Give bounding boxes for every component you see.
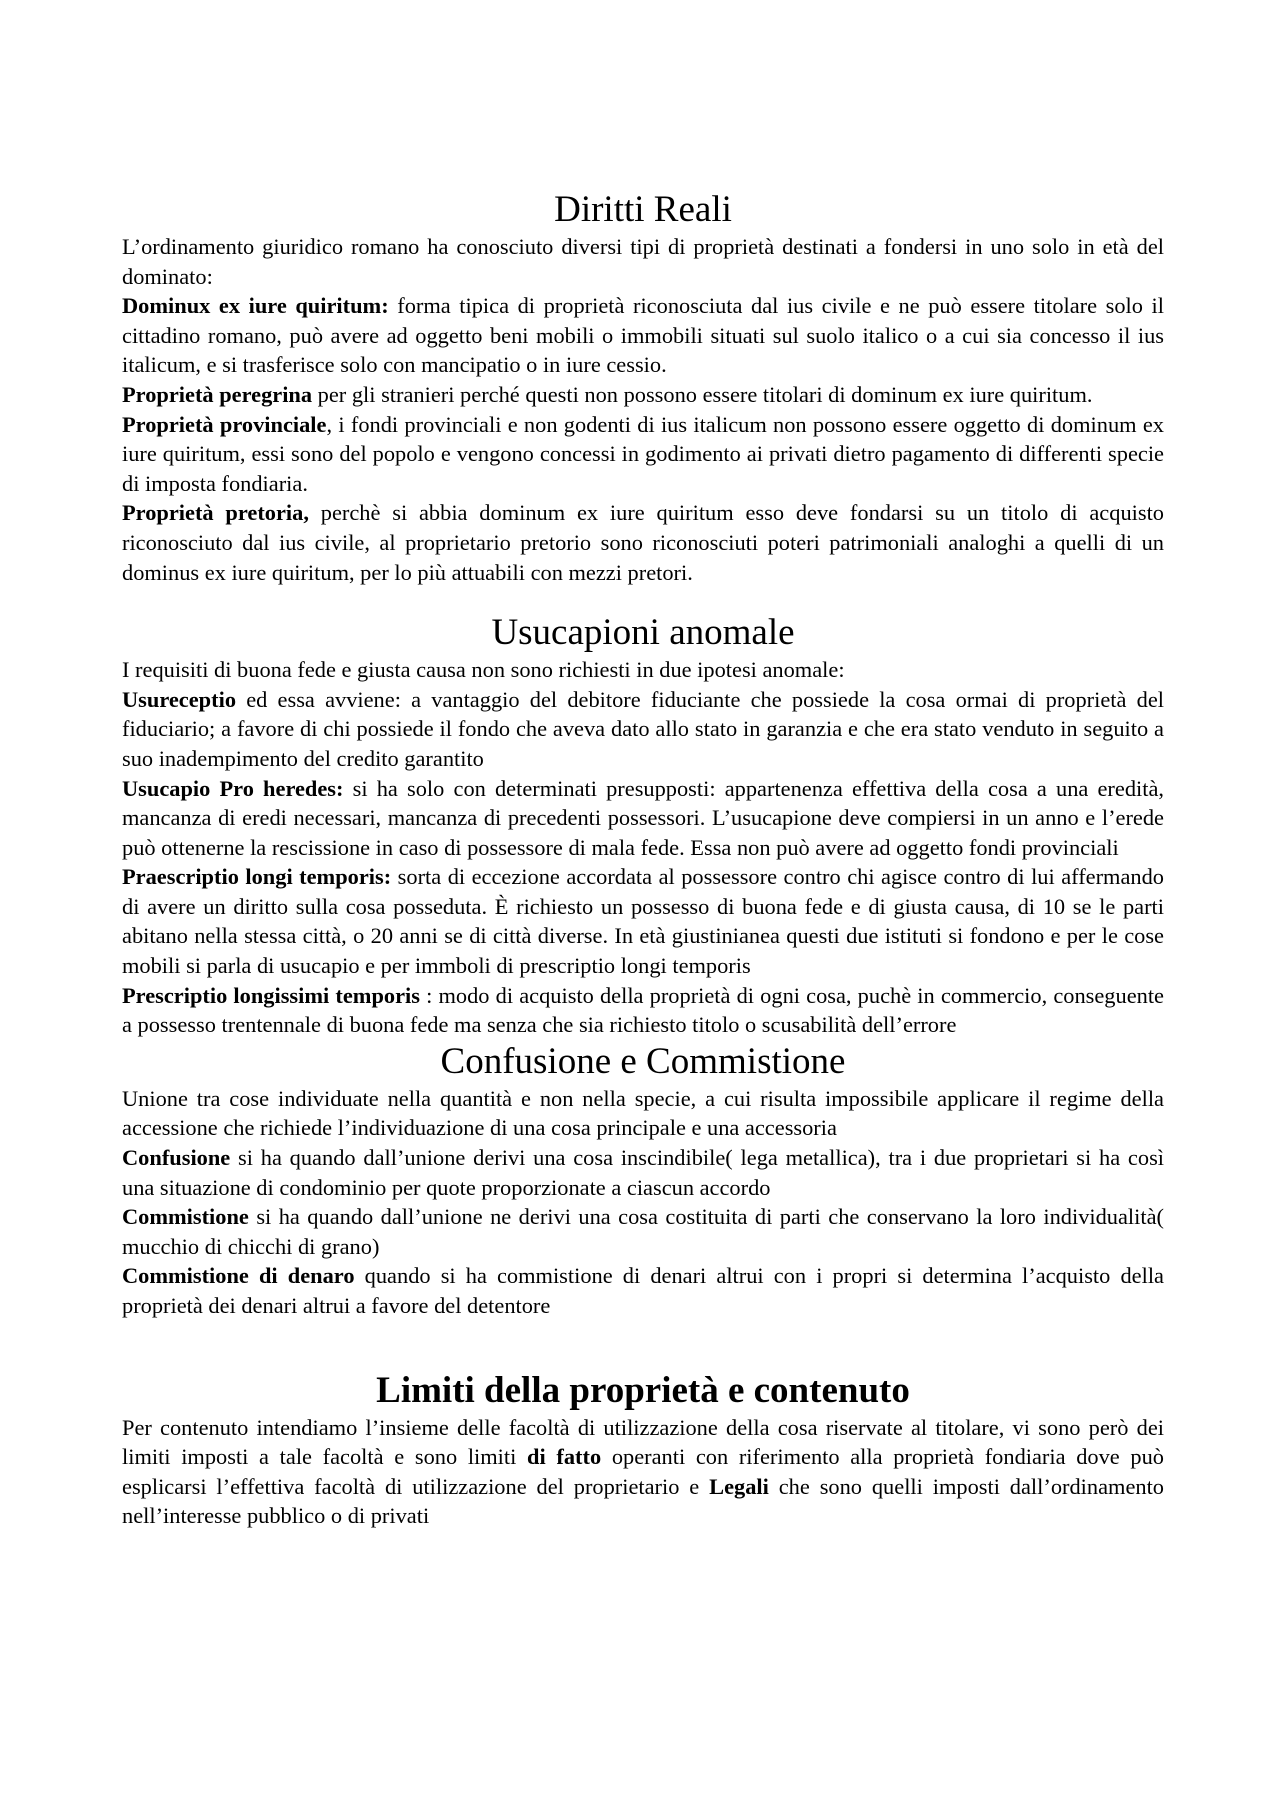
paragraph [122,1143,1164,1202]
paragraph [122,291,1164,380]
term: Prescriptio longissimi temporis [122,982,420,1008]
term: Commistione [122,1204,249,1230]
paragraph-text: perchè si abbia dominum ex iure quiritum esso deve fondarsi su un titolo di acquisto riconosciuto dal ius civile, al proprietario pretorio sono riconosciuti poteri patrimoniali analoghi a quelli di un dominus ex iure quiritum, per lo più attuabili con mezzi pretori. [122,500,1164,585]
paragraph: I requisiti di buona fede e giusta causa non sono richiesti in due ipotesi anomale: [122,657,845,683]
term: Proprietà peregrina [122,381,313,407]
paragraph [122,380,1164,410]
section-title-confusione-commistione: Confusione e Commistione [440,1040,846,1082]
paragraph-text: quando si ha commistione di denari altrui con i propri si determina l’acquisto della proprietà dei denari altrui a favore del detentore [122,1263,1164,1318]
paragraph-text: sorta di eccezione accordata al possessore contro chi agisce contro di lui affermando di avere un diritto sulla cosa posseduta. È richiesto un possesso di buona fede e di giusta causa, di 10 se le parti abitano nella stessa città, o 20 anni se di città diverse. In età giustinianea questi due istituti si fondono e per le cose mobili si parla di usucapio e per immboli di prescriptio longi temporis [122,864,1164,979]
paragraph [122,410,1164,499]
paragraph-text: che sono quelli imposti dall’ordinamento nell’interesse pubblico o di privati [122,1473,1164,1529]
term: Praescriptio longi temporis: [122,864,392,890]
paragraph-text: Per contenuto intendiamo l’insieme delle facoltà di utilizzazione della cosa riservate al titolare, vi sono però dei limiti imposti a tale facoltà e sono limiti [122,1414,1164,1470]
section-title-usucapioni-anomale: Usucapioni anomale [491,612,795,654]
spacer [122,1321,1164,1369]
paragraph-text: operanti con riferimento alla proprietà fondiaria dove può esplicarsi l’effettiva facoltà di utilizzazione del proprietario e [122,1444,1165,1499]
paragraph [122,774,1164,863]
section-title-diritti-reali: Diritti Reali [554,189,732,230]
term: Proprietà pretoria, [122,500,309,526]
term: Commistione di denaro [122,1263,355,1289]
paragraph-text: si ha solo con determinati presupposti: appartenenza effettiva della cosa a una eredità, mancanza di eredi necessari, mancanza di precedenti possessori. L’usucapione deve compiersi in un anno e l’erede può ottenerne la rescissione in caso di possessore di mala fede. Essa non può avere ad oggetto fondi provinciali [122,775,1164,860]
paragraph-text: : modo di acquisto della proprietà di ogni cosa, puchè in commercio, conseguente a possesso trentennale di buona fede ma senza che sia richiesto titolo o scusabilità dell’errore [122,982,1164,1038]
paragraph-text: si ha quando dall’unione derivi una cosa inscindibile( lega metallica), tra i due proprietari si ha così una situazione di condominio per quote proporzionate a ciascun accordo [122,1145,1164,1200]
paragraph [122,1413,1164,1531]
term: Proprietà provinciale [122,411,327,437]
paragraph-text: ed essa avviene: a vantaggio del debitore fiduciante che possiede la cosa ormai di proprietà del fiduciario; a favore di chi possiede il fondo che aveva dato allo stato in garanzia e che era stato venduto in seguito a suo inadempimento del credito garantito [122,686,1164,771]
paragraph [122,1202,1164,1261]
paragraph-text: per gli stranieri perché questi non possono essere titolari di dominum ex iure quiritum. [312,381,1093,407]
term: Dominux ex iure quiritum: [122,293,389,319]
document-page [122,188,1164,1531]
paragraph-text: , i fondi provinciali e non godenti di ius italicum non possono essere oggetto di dominum ex iure quiritum, essi sono del popolo e vengono concessi in godimento ai privati dietro pagamento di differenti specie di imposta fondiaria. [122,411,1164,496]
term: Usucapio Pro heredes: [122,775,344,801]
paragraph [122,981,1164,1040]
paragraph [122,498,1164,587]
term: Usureceptio [122,686,237,712]
paragraph: Unione tra cose individuate nella quantità e non nella specie, a cui risulta impossibile applicare il regime della accessione che richiede l’individuazione di una cosa principale e una accessoria [122,1085,1164,1141]
spacer [122,587,1164,611]
paragraph [122,1261,1164,1320]
term: Legali [709,1473,769,1499]
term: Confusione [122,1145,231,1171]
term: di fatto [527,1444,602,1470]
paragraph: L’ordinamento giuridico romano ha conosciuto diversi tipi di proprietà destinati a fondersi in uno solo in età del dominato: [122,234,1164,289]
paragraph-text: forma tipica di proprietà riconosciuta dal ius civile e ne può essere titolare solo il cittadino romano, può avere ad oggetto beni mobili o immobili situati sul suolo italico o a cui sia concesso il ius italicum, e si trasferisce solo con mancipatio o in iure cessio. [122,293,1164,378]
paragraph [122,685,1164,774]
paragraph [122,862,1164,980]
section-title-limiti-proprieta: Limiti della proprietà e contenuto [376,1369,910,1411]
paragraph-text: si ha quando dall’unione ne derivi una cosa costituita di parti che conservano la loro individualità( mucchio di chicchi di grano) [122,1204,1164,1259]
